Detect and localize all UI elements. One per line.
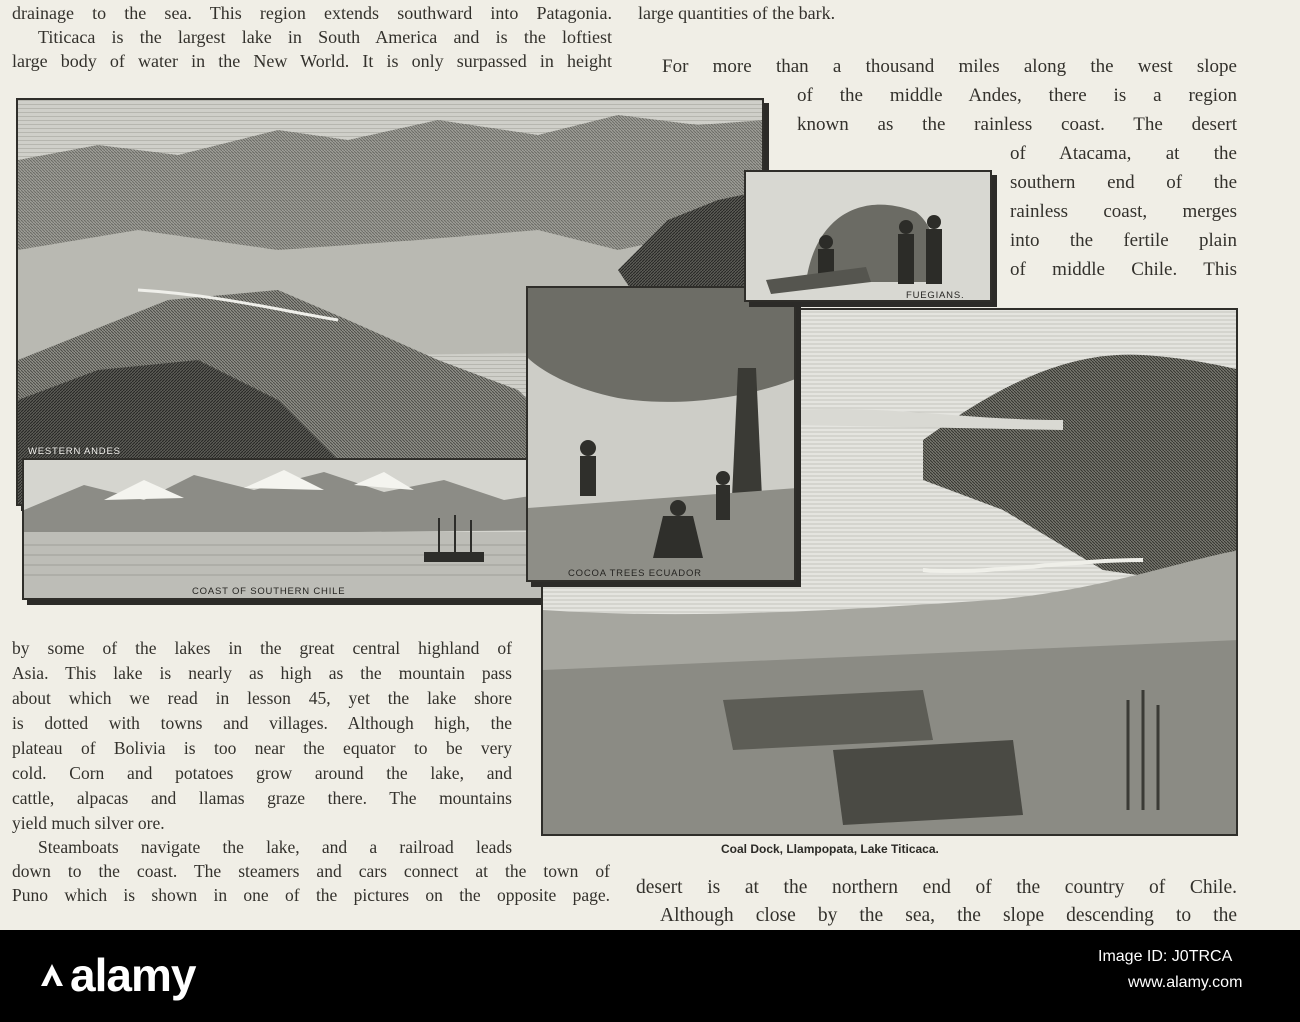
main-caption: Coal Dock, Llampopata, Lake Titicaca.	[721, 842, 939, 856]
image-id-label: Image ID: J0TRCA	[1098, 948, 1233, 965]
watermark-footer	[0, 930, 1300, 1022]
coastline-illustration	[24, 460, 582, 600]
text-line: down to the coast. The steamers and cars connect at the town of	[12, 861, 610, 881]
text-line: by some of the lakes in the great central highland of	[12, 638, 512, 658]
site-url: www.alamy.com	[1128, 974, 1243, 991]
brand-name: alamy	[70, 949, 196, 1001]
cocoa-harvest-illustration	[528, 288, 796, 582]
text-line: yield much silver ore.	[12, 813, 165, 833]
plate-caption: FUEGIANS.	[906, 290, 965, 301]
alamy-a-icon	[40, 963, 64, 987]
plate-caption: COCOA TREES ECUADOR	[568, 568, 702, 579]
text-line: Asia. This lake is nearly as high as the mountain pass	[12, 663, 512, 683]
fuegians-engraving	[744, 170, 992, 302]
text-line: Puno which is shown in one of the pictures on the opposite page.	[12, 885, 610, 905]
text-line: large body of water in the New World. It is only surpassed in height	[12, 51, 612, 71]
coast-southern-chile-engraving	[22, 458, 582, 600]
cocoa-trees-engraving	[526, 286, 796, 582]
fuegians-illustration	[746, 172, 992, 302]
text-line: desert is at the northern end of the country of Chile.	[636, 877, 1237, 898]
alamy-logo	[40, 948, 195, 1002]
text-line: cattle, alpacas and llamas graze there. The mountains	[12, 788, 512, 808]
text-line: is dotted with towns and villages. Although high, the	[12, 713, 512, 733]
plate-caption: COAST OF SOUTHERN CHILE	[192, 586, 346, 597]
text-line: Titicaca is the largest lake in South America and is the loftiest	[38, 27, 612, 47]
text-line: southern end of the	[1010, 172, 1237, 193]
text-line: For more than a thousand miles along the west slope	[662, 56, 1237, 77]
text-line: plateau of Bolivia is too near the equator to be very	[12, 738, 512, 758]
text-line: drainage to the sea. This region extends southward into Patagonia.	[12, 3, 612, 23]
text-line: of middle Chile. This	[1010, 259, 1237, 280]
text-line: cold. Corn and potatoes grow around the lake, and	[12, 763, 512, 783]
text-line: into the fertile plain	[1010, 230, 1237, 251]
plate-caption: WESTERN ANDES	[28, 446, 121, 457]
text-line: of the middle Andes, there is a region	[797, 85, 1237, 106]
text-line: of Atacama, at the	[1010, 143, 1237, 164]
text-line: Although close by the sea, the slope descending to the	[660, 905, 1237, 926]
text-line: large quantities of the bark.	[638, 3, 836, 23]
text-line: known as the rainless coast. The desert	[797, 114, 1237, 135]
text-line: Steamboats navigate the lake, and a railroad leads	[38, 837, 512, 857]
text-line: about which we read in lesson 45, yet the lake shore	[12, 688, 512, 708]
text-line: rainless coast, merges	[1010, 201, 1237, 222]
